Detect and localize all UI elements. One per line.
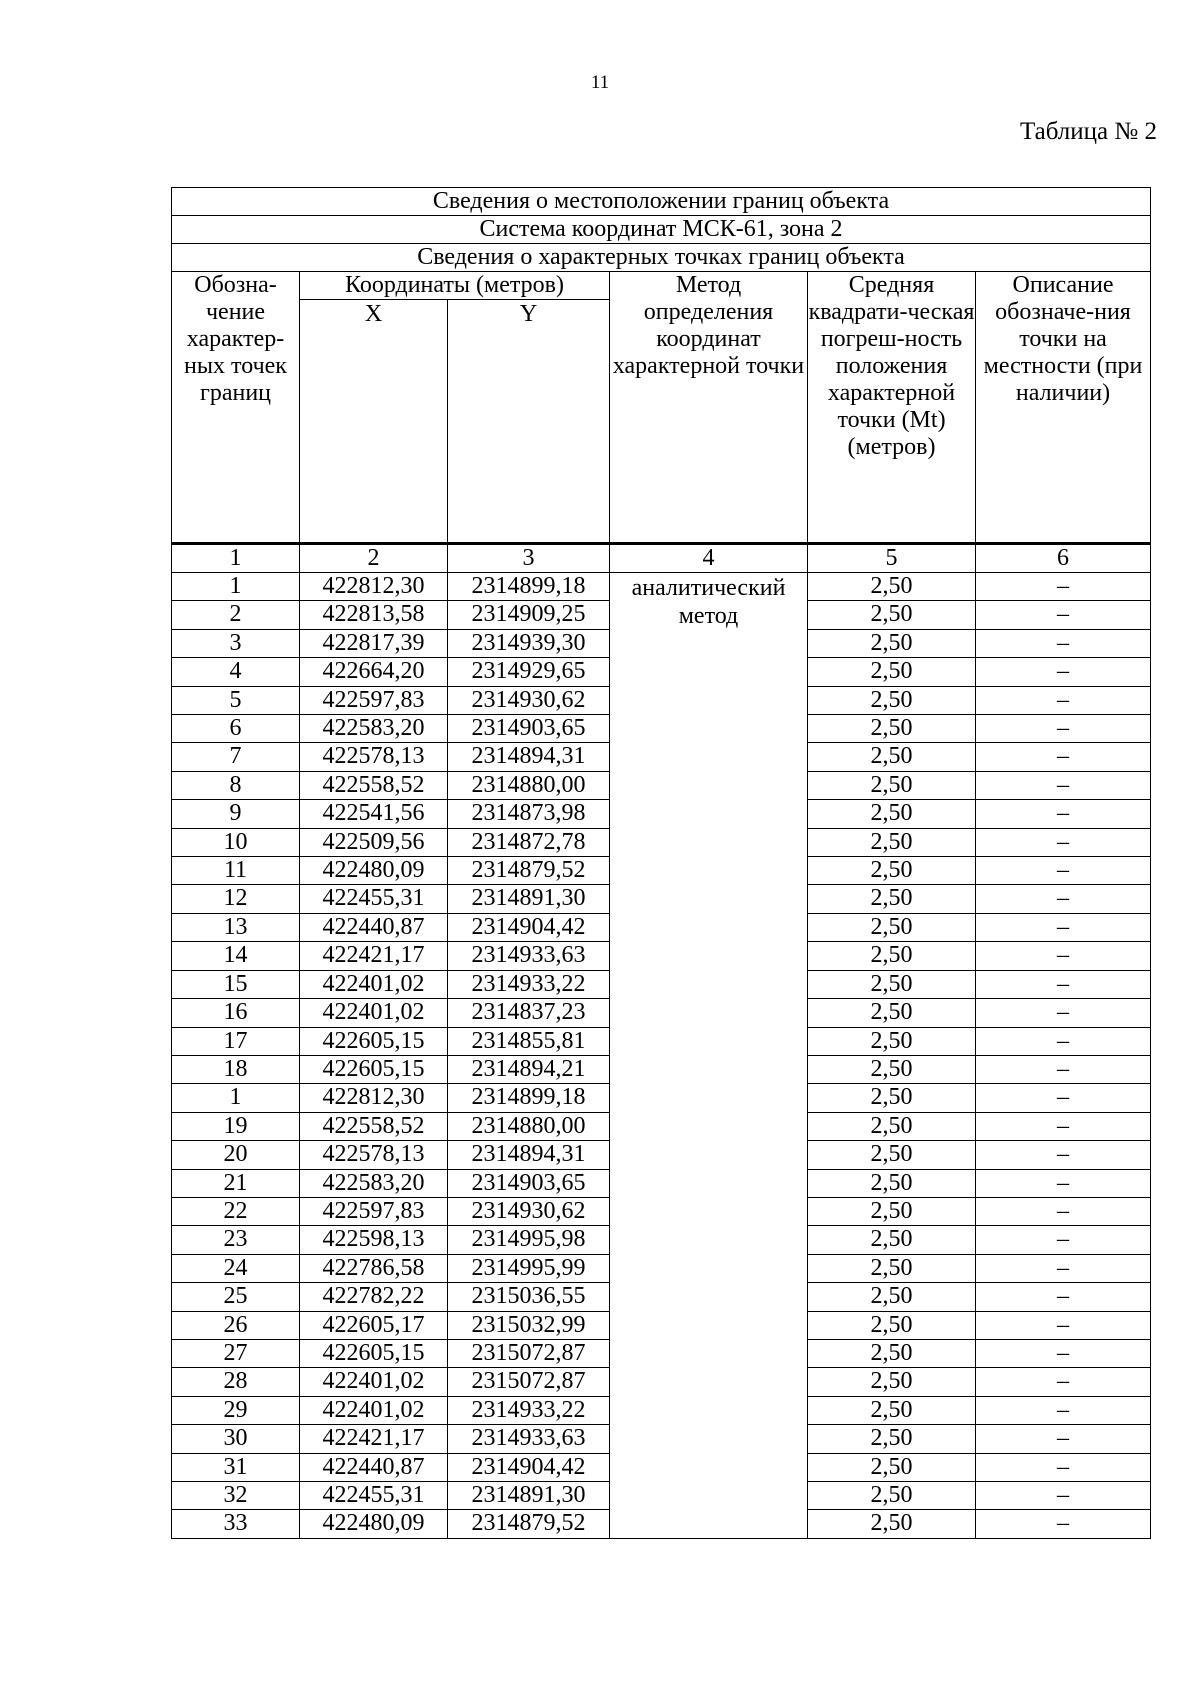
coord-y: 2314837,23 — [448, 999, 610, 1027]
error-value: 2,50 — [808, 1141, 976, 1169]
header-method: Метод определения координат характерной точки — [610, 272, 808, 544]
coord-x: 422541,56 — [300, 800, 448, 828]
coord-y: 2315072,87 — [448, 1368, 610, 1396]
coord-x: 422605,15 — [300, 1055, 448, 1083]
coord-x: 422401,02 — [300, 970, 448, 998]
error-value: 2,50 — [808, 913, 976, 941]
column-number: 3 — [448, 544, 610, 573]
description-value: – — [976, 1055, 1151, 1083]
point-number: 26 — [172, 1311, 300, 1339]
error-value: 2,50 — [808, 629, 976, 657]
error-value: 2,50 — [808, 743, 976, 771]
description-value: – — [976, 1226, 1151, 1254]
error-value: 2,50 — [808, 1339, 976, 1367]
coord-y: 2314933,22 — [448, 1396, 610, 1424]
error-value: 2,50 — [808, 1169, 976, 1197]
error-value: 2,50 — [808, 686, 976, 714]
coord-y: 2314872,78 — [448, 828, 610, 856]
coord-x: 422421,17 — [300, 1425, 448, 1453]
coord-y: 2314904,42 — [448, 1453, 610, 1481]
coord-x: 422401,02 — [300, 1368, 448, 1396]
coord-x: 422664,20 — [300, 658, 448, 686]
description-value: – — [976, 1482, 1151, 1510]
description-value: – — [976, 1027, 1151, 1055]
coord-x: 422421,17 — [300, 942, 448, 970]
coord-y: 2314894,21 — [448, 1055, 610, 1083]
coord-y: 2314880,00 — [448, 771, 610, 799]
error-value: 2,50 — [808, 1311, 976, 1339]
description-value: – — [976, 1510, 1151, 1538]
coord-x: 422786,58 — [300, 1254, 448, 1282]
coord-y: 2314880,00 — [448, 1112, 610, 1140]
coord-y: 2314891,30 — [448, 885, 610, 913]
error-value: 2,50 — [808, 1453, 976, 1481]
description-value: – — [976, 828, 1151, 856]
point-number: 1 — [172, 573, 300, 601]
table-caption: Таблица № 2 — [1019, 118, 1157, 145]
point-number: 7 — [172, 743, 300, 771]
error-value: 2,50 — [808, 1027, 976, 1055]
coord-y: 2314933,22 — [448, 970, 610, 998]
error-value: 2,50 — [808, 1254, 976, 1282]
point-number: 6 — [172, 715, 300, 743]
coord-y: 2314930,62 — [448, 1197, 610, 1225]
coord-x: 422455,31 — [300, 885, 448, 913]
coord-x: 422558,52 — [300, 771, 448, 799]
point-number: 15 — [172, 970, 300, 998]
description-value: – — [976, 601, 1151, 629]
coord-y: 2314903,65 — [448, 1169, 610, 1197]
point-number: 19 — [172, 1112, 300, 1140]
coord-y: 2314879,52 — [448, 1510, 610, 1538]
point-number: 33 — [172, 1510, 300, 1538]
coord-x: 422578,13 — [300, 743, 448, 771]
error-value: 2,50 — [808, 885, 976, 913]
description-value: – — [976, 999, 1151, 1027]
coord-x: 422440,87 — [300, 1453, 448, 1481]
coord-x: 422598,13 — [300, 1226, 448, 1254]
point-number: 18 — [172, 1055, 300, 1083]
coord-y: 2314903,65 — [448, 715, 610, 743]
point-number: 24 — [172, 1254, 300, 1282]
error-value: 2,50 — [808, 1510, 976, 1538]
column-number: 2 — [300, 544, 448, 573]
description-value: – — [976, 629, 1151, 657]
title-row-objects: Сведения о местоположении границ объекта — [172, 188, 1151, 216]
error-value: 2,50 — [808, 658, 976, 686]
error-value: 2,50 — [808, 1283, 976, 1311]
point-number: 28 — [172, 1368, 300, 1396]
coord-x: 422578,13 — [300, 1141, 448, 1169]
description-value: – — [976, 1084, 1151, 1112]
coord-x: 422455,31 — [300, 1482, 448, 1510]
point-number: 8 — [172, 771, 300, 799]
table-row — [172, 573, 1151, 601]
description-value: – — [976, 885, 1151, 913]
coord-x: 422782,22 — [300, 1283, 448, 1311]
method-cell: аналитический метод — [610, 573, 808, 1539]
point-number: 4 — [172, 658, 300, 686]
coord-x: 422558,52 — [300, 1112, 448, 1140]
error-value: 2,50 — [808, 1425, 976, 1453]
coord-y: 2314873,98 — [448, 800, 610, 828]
error-value: 2,50 — [808, 1226, 976, 1254]
error-value: 2,50 — [808, 601, 976, 629]
point-number: 29 — [172, 1396, 300, 1424]
description-value: – — [976, 1254, 1151, 1282]
column-number: 4 — [610, 544, 808, 573]
error-value: 2,50 — [808, 771, 976, 799]
description-value: – — [976, 1311, 1151, 1339]
coord-x: 422480,09 — [300, 1510, 448, 1538]
column-number: 1 — [172, 544, 300, 573]
header-coordinates: Координаты (метров) — [300, 272, 610, 300]
point-number: 23 — [172, 1226, 300, 1254]
description-value: – — [976, 857, 1151, 885]
coord-y: 2314933,63 — [448, 1425, 610, 1453]
point-number: 5 — [172, 686, 300, 714]
coord-y: 2315036,55 — [448, 1283, 610, 1311]
point-number: 12 — [172, 885, 300, 913]
point-number: 17 — [172, 1027, 300, 1055]
point-number: 32 — [172, 1482, 300, 1510]
coord-y: 2314995,98 — [448, 1226, 610, 1254]
description-value: – — [976, 1283, 1151, 1311]
point-number: 21 — [172, 1169, 300, 1197]
error-value: 2,50 — [808, 800, 976, 828]
coord-x: 422401,02 — [300, 999, 448, 1027]
error-value: 2,50 — [808, 1112, 976, 1140]
coord-y: 2314855,81 — [448, 1027, 610, 1055]
point-number: 13 — [172, 913, 300, 941]
coord-x: 422605,15 — [300, 1027, 448, 1055]
error-value: 2,50 — [808, 828, 976, 856]
error-value: 2,50 — [808, 970, 976, 998]
description-value: – — [976, 1368, 1151, 1396]
coord-x: 422817,39 — [300, 629, 448, 657]
description-value: – — [976, 1453, 1151, 1481]
description-value: – — [976, 573, 1151, 601]
description-value: – — [976, 800, 1151, 828]
point-number: 27 — [172, 1339, 300, 1367]
coord-y: 2314899,18 — [448, 573, 610, 601]
point-number: 2 — [172, 601, 300, 629]
header-y: Y — [448, 300, 610, 544]
coord-y: 2314891,30 — [448, 1482, 610, 1510]
error-value: 2,50 — [808, 573, 976, 601]
description-value: – — [976, 1425, 1151, 1453]
coord-y: 2314939,30 — [448, 629, 610, 657]
header-error: Средняя квадрати-ческая погреш-ность положения характерной точки (Mt) (метров) — [808, 272, 976, 544]
error-value: 2,50 — [808, 1084, 976, 1112]
header-description: Описание обозначе-ния точки на местности (при наличии) — [976, 272, 1151, 544]
header-designation: Обозна-чение характер-ных точек границ — [172, 272, 300, 544]
header-x: X — [300, 300, 448, 544]
point-number: 30 — [172, 1425, 300, 1453]
error-value: 2,50 — [808, 857, 976, 885]
title-row-points: Сведения о характерных точках границ объекта — [172, 244, 1151, 272]
coord-y: 2314894,31 — [448, 743, 610, 771]
description-value: – — [976, 771, 1151, 799]
description-value: – — [976, 1112, 1151, 1140]
error-value: 2,50 — [808, 1368, 976, 1396]
description-value: – — [976, 1141, 1151, 1169]
error-value: 2,50 — [808, 942, 976, 970]
coord-y: 2314899,18 — [448, 1084, 610, 1112]
coord-y: 2314933,63 — [448, 942, 610, 970]
point-number: 14 — [172, 942, 300, 970]
description-value: – — [976, 942, 1151, 970]
coord-x: 422583,20 — [300, 1169, 448, 1197]
description-value: – — [976, 686, 1151, 714]
point-number: 1 — [172, 1084, 300, 1112]
coord-y: 2315032,99 — [448, 1311, 610, 1339]
point-number: 31 — [172, 1453, 300, 1481]
column-number: 5 — [808, 544, 976, 573]
description-value: – — [976, 743, 1151, 771]
error-value: 2,50 — [808, 999, 976, 1027]
description-value: – — [976, 715, 1151, 743]
description-value: – — [976, 1339, 1151, 1367]
coord-x: 422480,09 — [300, 857, 448, 885]
point-number: 3 — [172, 629, 300, 657]
coord-y: 2314930,62 — [448, 686, 610, 714]
coord-y: 2314904,42 — [448, 913, 610, 941]
point-number: 9 — [172, 800, 300, 828]
point-number: 25 — [172, 1283, 300, 1311]
description-value: – — [976, 1197, 1151, 1225]
coord-x: 422509,56 — [300, 828, 448, 856]
coord-x: 422401,02 — [300, 1396, 448, 1424]
coord-x: 422813,58 — [300, 601, 448, 629]
coord-y: 2314894,31 — [448, 1141, 610, 1169]
column-number-row — [172, 544, 1151, 573]
description-value: – — [976, 1396, 1151, 1424]
coord-y: 2315072,87 — [448, 1339, 610, 1367]
description-value: – — [976, 1169, 1151, 1197]
description-value: – — [976, 658, 1151, 686]
error-value: 2,50 — [808, 1197, 976, 1225]
page-number: 11 — [590, 72, 610, 93]
coord-y: 2314995,99 — [448, 1254, 610, 1282]
column-number: 6 — [976, 544, 1151, 573]
point-number: 10 — [172, 828, 300, 856]
point-number: 22 — [172, 1197, 300, 1225]
coord-x: 422605,17 — [300, 1311, 448, 1339]
point-number: 16 — [172, 999, 300, 1027]
error-value: 2,50 — [808, 1055, 976, 1083]
description-value: – — [976, 913, 1151, 941]
error-value: 2,50 — [808, 1396, 976, 1424]
coord-x: 422597,83 — [300, 686, 448, 714]
coord-y: 2314879,52 — [448, 857, 610, 885]
title-row-coordinate-system: Система координат МСК-61, зона 2 — [172, 216, 1151, 244]
coord-x: 422583,20 — [300, 715, 448, 743]
coord-x: 422812,30 — [300, 573, 448, 601]
coord-x: 422440,87 — [300, 913, 448, 941]
description-value: – — [976, 970, 1151, 998]
error-value: 2,50 — [808, 715, 976, 743]
point-number: 11 — [172, 857, 300, 885]
coord-x: 422605,15 — [300, 1339, 448, 1367]
boundary-points-table — [171, 187, 1151, 1539]
point-number: 20 — [172, 1141, 300, 1169]
coord-x: 422597,83 — [300, 1197, 448, 1225]
coord-x: 422812,30 — [300, 1084, 448, 1112]
coord-y: 2314909,25 — [448, 601, 610, 629]
coord-y: 2314929,65 — [448, 658, 610, 686]
error-value: 2,50 — [808, 1482, 976, 1510]
